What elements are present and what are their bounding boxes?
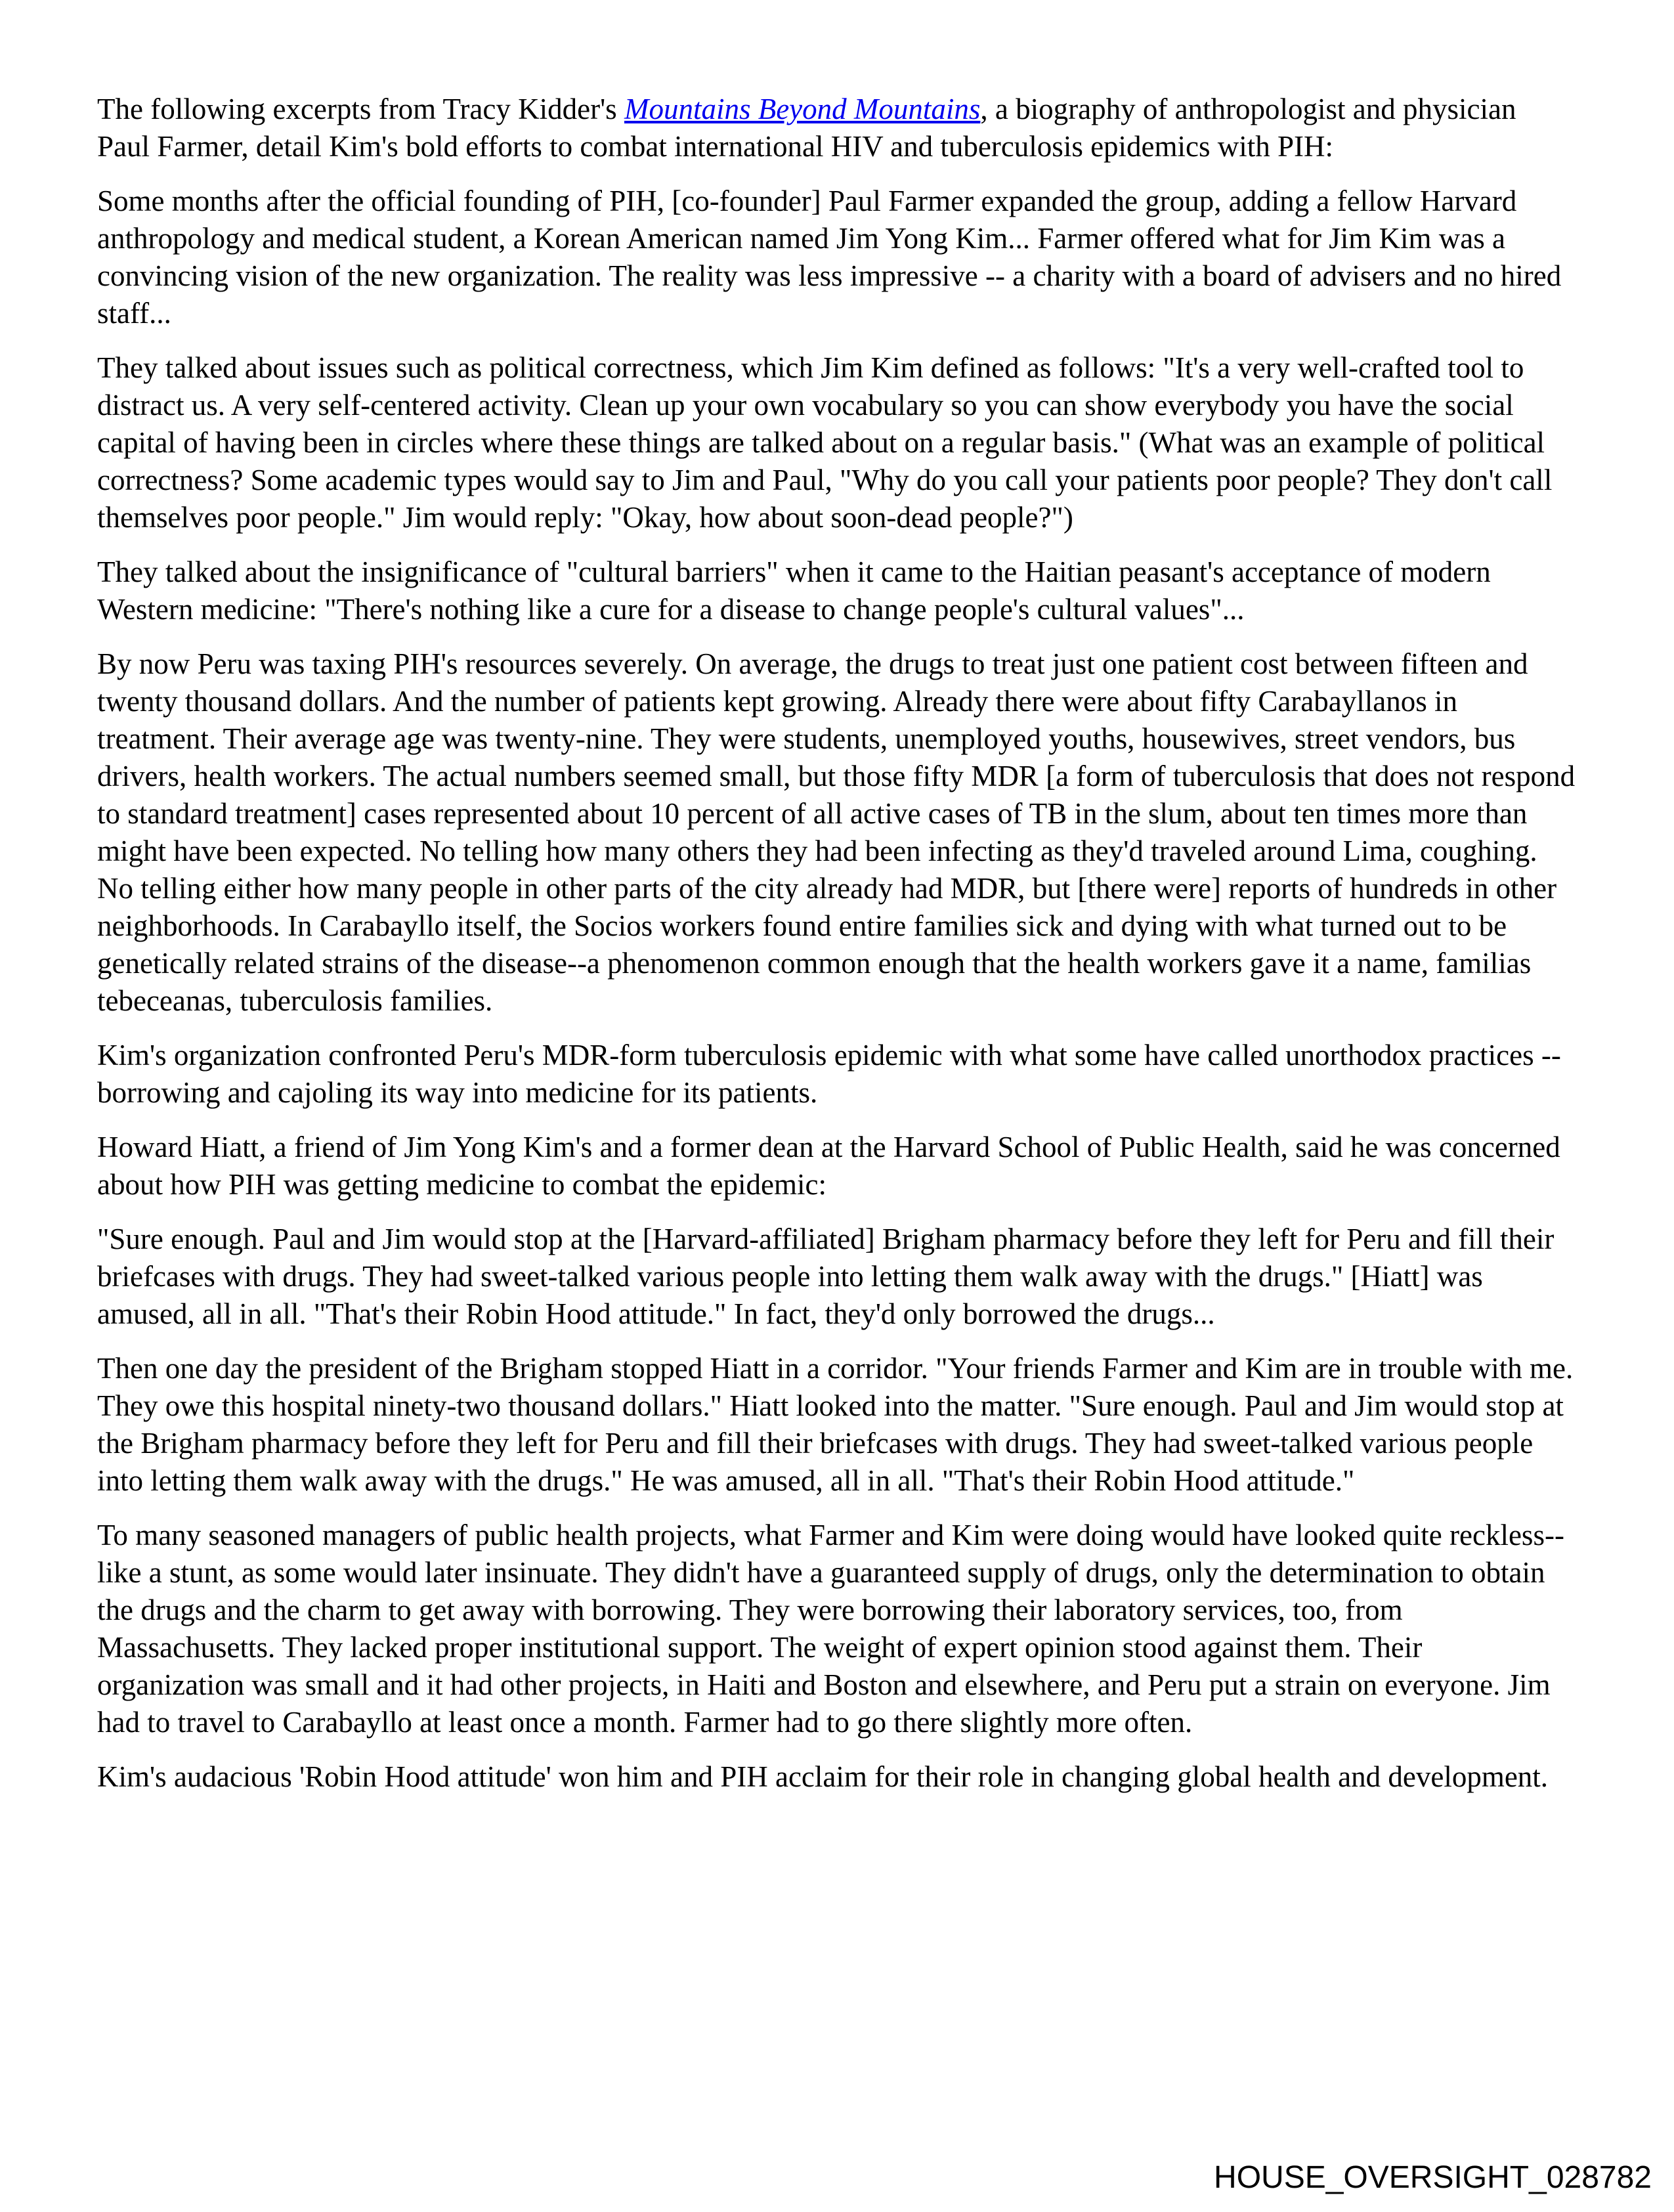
- excerpt-paragraph: To many seasoned managers of public health projects, what Farmer and Kim were doing would have looked quite reckless--like a stunt, as some would later insinuate. They didn't have a guaranteed supply of drugs, only the determination to obtain the drugs and the charm to get away with borrowing. They were borrowing their laboratory services, too, from Massachusetts. They lacked proper institutional support. The weight of expert opinion stood against them. Their organization was small and it had other projects, in Haiti and Boston and elsewhere, and Peru put a strain on everyone. Jim had to travel to Carabayllo at least once a month. Farmer had to go there slightly more often.: [97, 1519, 1564, 1739]
- excerpt-paragraph: Howard Hiatt, a friend of Jim Yong Kim's and a former dean at the Harvard School of Public Health, said he was concerned about how PIH was getting medicine to combat the epidemic:: [97, 1131, 1560, 1201]
- excerpt-paragraph: They talked about the insignificance of "cultural barriers" when it came to the Haitian peasant's acceptance of modern Western medicine: "There's nothing like a cure for a disease to change people's cultural values"...: [97, 555, 1491, 626]
- excerpt-paragraph: They talked about issues such as political correctness, which Jim Kim defined as follows: "It's a very well-crafted tool to distract us. A very self-centered activity. Clean up your own vocabulary so you can show everybody you have the social capital of having been in circles where these things are talked about on a regular basis." (What was an example of political correctness? Some academic types would say to Jim and Paul, "Why do you call your patients poor people? They don't call themselves poor people." Jim would reply: "Okay, how about soon-dead people?"): [97, 351, 1553, 534]
- intro-text-after-link: , a biography of anthropologist and physician Paul Farmer, detail Kim's bold efforts to combat international HIV and tuberculosis epidemics with PIH:: [97, 93, 1516, 163]
- excerpt-paragraph: By now Peru was taxing PIH's resources severely. On average, the drugs to treat just one patient cost between fifteen and twenty thousand dollars. And the number of patients kept growing. Already there were about fifty Carabayllanos in treatment. Their average age was twenty-nine. They were students, unemployed youths, housewives, street vendors, bus drivers, health workers. The actual numbers seemed small, but those fifty MDR [a form of tuberculosis that does not respond to standard treatment] cases represented about 10 percent of all active cases of TB in the slum, about ten times more than might have been expected. No telling how many others they had been infecting as they'd traveled around Lima, coughing. No telling either how many people in other parts of the city already had MDR, but [there were] reports of hundreds in other neighborhoods. In Carabayllo itself, the Socios workers found entire families sick and dying with what turned out to be genetically related strains of the disease--a phenomenon common enough that the health workers gave it a name, familias tebeceanas, tuberculosis families.: [97, 647, 1576, 1017]
- excerpt-paragraph: Kim's organization confronted Peru's MDR-form tuberculosis epidemic with what some have called unorthodox practices -- borrowing and cajoling its way into medicine for its patients.: [97, 1039, 1561, 1109]
- intro-paragraph: [97, 91, 1576, 165]
- excerpt-paragraph: Then one day the president of the Brigham stopped Hiatt in a corridor. "Your friends Farmer and Kim are in trouble with me. They owe this hospital ninety-two thousand dollars." Hiatt looked into the matter. "Sure enough. Paul and Jim would stop at the Brigham pharmacy before they left for Peru and fill their briefcases with drugs. They had sweet-talked various people into letting them walk away with the drugs." He was amused, all in all. "That's their Robin Hood attitude.": [97, 1352, 1574, 1497]
- book-title-link[interactable]: Mountains Beyond Mountains: [624, 93, 981, 125]
- intro-text-before-link: The following excerpts from Tracy Kidder's: [97, 93, 624, 125]
- excerpt-paragraph: "Sure enough. Paul and Jim would stop at the [Harvard-affiliated] Brigham pharmacy before they left for Peru and fill their briefcases with drugs. They had sweet-talked various people into letting them walk away with the drugs." [Hiatt] was amused, all in all. "That's their Robin Hood attitude." In fact, they'd only borrowed the drugs...: [97, 1223, 1555, 1330]
- excerpt-paragraph: Some months after the official founding of PIH, [co-founder] Paul Farmer expanded the group, adding a fellow Harvard anthropology and medical student, a Korean American named Jim Yong Kim... Farmer offered what for Jim Kim was a convincing vision of the new organization. The reality was less impressive -- a charity with a board of advisers and no hired staff...: [97, 184, 1562, 330]
- bates-number-stamp: HOUSE_OVERSIGHT_028782: [1214, 2160, 1652, 2195]
- closing-paragraph: Kim's audacious 'Robin Hood attitude' won him and PIH acclaim for their role in changing global health and development.: [97, 1760, 1549, 1793]
